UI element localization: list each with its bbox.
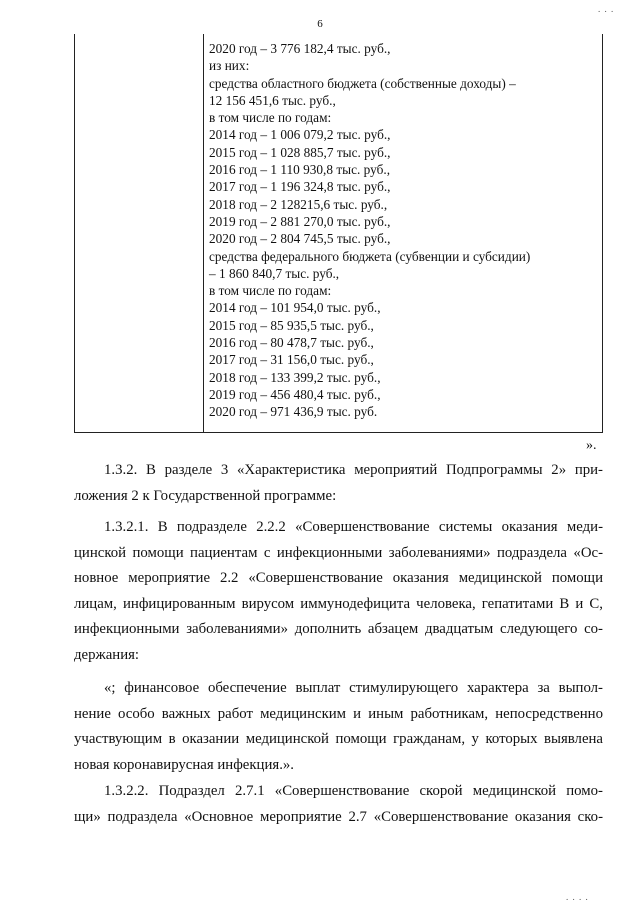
paragraph-quoted-addition: [74, 676, 603, 778]
paragraph-line: 1.3.2.1. В подразделе 2.2.2 «Совершенствование системы оказания меди-: [104, 519, 603, 535]
table-line: средства областного бюджета (собственные доходы) –: [209, 75, 516, 91]
table-line: 2018 год – 133 399,2 тыс. руб.,: [209, 369, 381, 385]
paragraph-1-3-2: [74, 458, 603, 509]
table-line: 2015 год – 1 028 885,7 тыс. руб.,: [209, 144, 391, 160]
paragraph-line: инфекционными заболеваниями» дополнить абзацем двадцатым следующего со-: [74, 621, 603, 637]
table-line: – 1 860 840,7 тыс. руб.,: [209, 265, 340, 281]
paragraph-line: нение особо важных работ медицинским и иным работникам, непосредственно: [74, 705, 603, 722]
table-line: 2014 год – 1 006 079,2 тыс. руб.,: [209, 127, 391, 143]
paragraph-line: «; финансовое обеспечение выплат стимулирующего характера за выпол-: [104, 680, 603, 696]
table-line: 2016 год – 1 110 930,8 тыс. руб.,: [209, 162, 391, 178]
table-column-divider: [203, 34, 204, 432]
table-line: 2017 год – 1 196 324,8 тыс. руб.,: [209, 179, 391, 195]
page-number: 6: [317, 18, 323, 30]
table-line: 2018 год – 2 128215,6 тыс. руб.,: [209, 196, 388, 212]
paragraph-line: 1.3.2.2. Подраздел 2.7.1 «Совершенствование скорой медицинской помо-: [104, 783, 603, 799]
paragraph-line: участвующим в оказании медицинской помощи гражданам, у которых выявлена: [74, 731, 603, 747]
table-line: в том числе по годам:: [209, 283, 332, 299]
table-line: 2020 год – 3 776 182,4 тыс. руб.,: [209, 41, 391, 56]
paragraph-line: цинской помощи пациентам с инфекционными заболеваниями» подраздела «Ос-: [74, 544, 603, 561]
table-line: 12 156 451,6 тыс. руб.,: [209, 92, 336, 108]
budget-table: [74, 34, 603, 433]
table-cell-financing: [209, 40, 599, 421]
table-line: 2014 год – 101 954,0 тыс. руб.,: [209, 300, 381, 316]
table-line: средства федерального бюджета (субвенции и субсидии): [209, 248, 531, 264]
paragraph-1-3-2-1: [74, 515, 603, 668]
paragraph-line: новное мероприятие 2.2 «Совершенствование оказания медицинской помощи: [74, 570, 603, 586]
table-line: в том числе по годам:: [209, 110, 332, 126]
table-line: из них:: [209, 58, 250, 74]
paragraph-line: ложения 2 к Государственной программе:: [74, 487, 337, 504]
table-line: 2020 год – 2 804 745,5 тыс. руб.,: [209, 231, 391, 247]
table-line: 2017 год – 31 156,0 тыс. руб.,: [209, 352, 374, 368]
table-line: 2020 год – 971 436,9 тыс. руб.: [209, 404, 378, 420]
paragraph-line: держания:: [74, 646, 140, 663]
closing-quote: ».: [586, 438, 597, 453]
table-line: 2019 год – 2 881 270,0 тыс. руб.,: [209, 213, 391, 229]
scan-mark-bottom: . . . .: [566, 892, 589, 902]
table-line: 2015 год – 85 935,5 тыс. руб.,: [209, 317, 374, 333]
table-line: 2016 год – 80 478,7 тыс. руб.,: [209, 335, 374, 351]
paragraph-line: новая коронавирусная инфекция.».: [74, 756, 294, 773]
table-line: 2019 год – 456 480,4 тыс. руб.,: [209, 386, 381, 402]
paragraph-line: щи» подраздела «Основное мероприятие 2.7 «Совершенствование оказания ско-: [74, 808, 603, 825]
scan-mark-top: . . .: [598, 4, 615, 14]
paragraph-line: 1.3.2. В разделе 3 «Характеристика мероприятий Подпрограммы 2» при-: [104, 462, 603, 478]
paragraph-line: лицам, инфицированным вирусом иммунодефицита человека, гепатитами B и C,: [74, 595, 603, 612]
paragraph-1-3-2-2: [74, 779, 603, 830]
